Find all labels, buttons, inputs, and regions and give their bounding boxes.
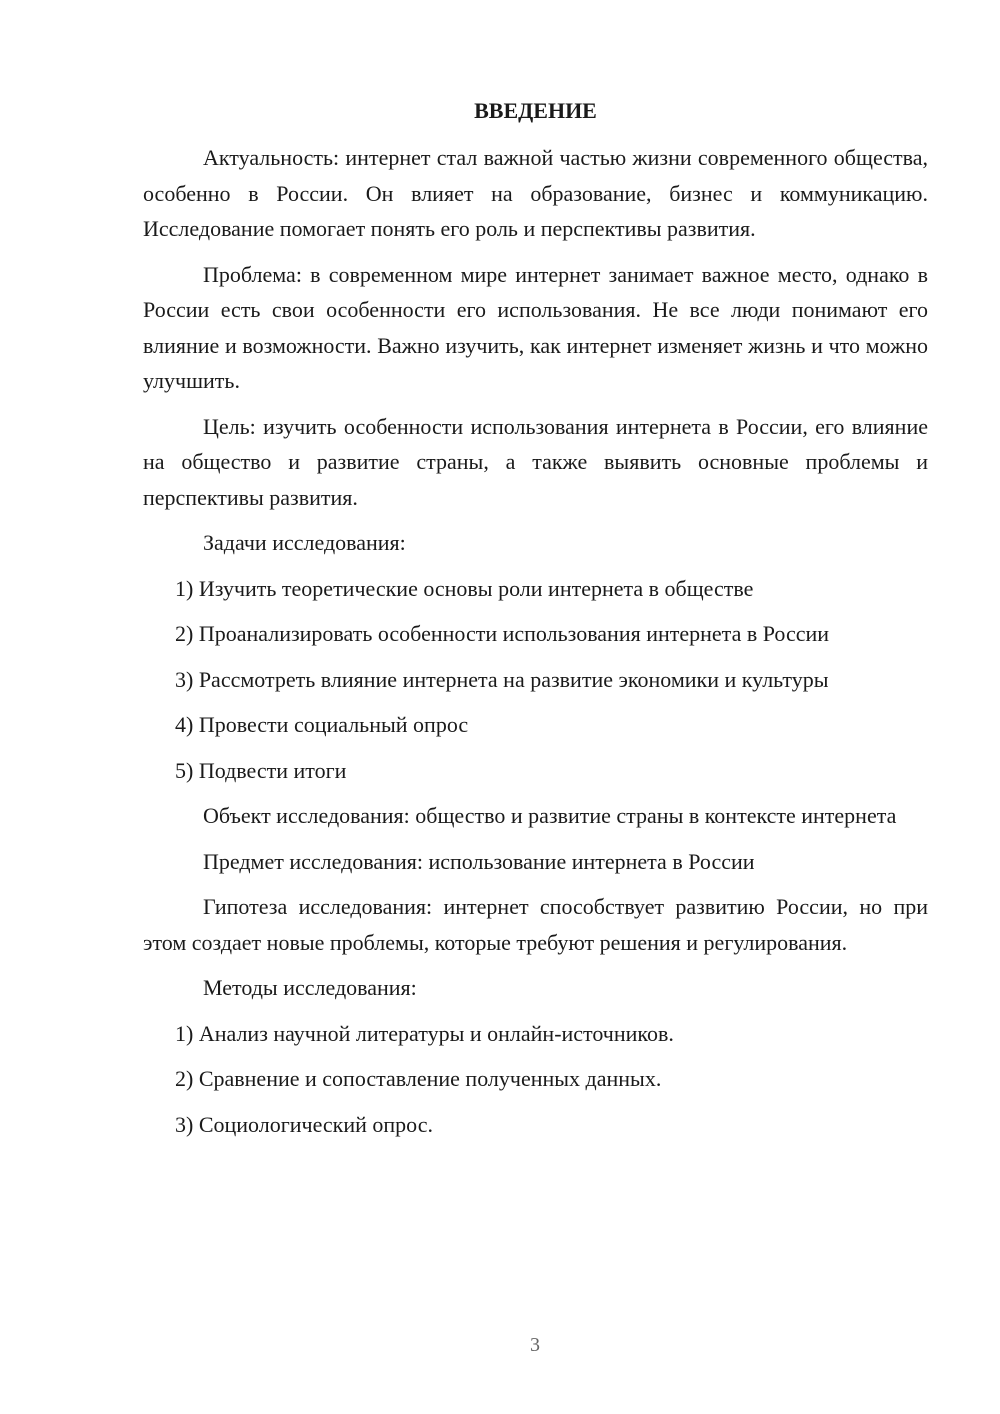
list-item: 3) Социологический опрос. [175, 1111, 433, 1137]
problem-paragraph: Проблема: в современном мире интернет занимает важное место, однако в России есть свои особенности его использования. Не все люди понимают его влияние и возможности. Важно изучить, как интернет изменяет жизнь и что можно улучшить. [143, 261, 928, 393]
document-page [143, 93, 928, 1152]
document-title: ВВЕДЕНИЕ [474, 98, 597, 123]
goal-paragraph: Цель: изучить особенности использования интернета в России, его влияние на общество и развитие страны, а также выявить основные проблемы и перспективы развития. [143, 413, 928, 510]
list-item: 1) Изучить теоретические основы роли интернета в обществе [175, 575, 754, 601]
list-item: 2) Сравнение и сопоставление полученных данных. [175, 1066, 662, 1091]
list-item: 5) Подвести итоги [175, 757, 347, 783]
list-item: 3) Рассмотреть влияние интернета на развитие экономики и культуры [175, 666, 829, 692]
relevance-paragraph: Актуальность: интернет стал важной частью жизни современного общества, особенно в России. Он влияет на образование, бизнес и коммуникацию. Исследование помогает понять его роль и перспективы развития. [143, 145, 928, 241]
subject-paragraph: Предмет исследования: использование интернета в России [203, 848, 755, 874]
tasks-list [143, 571, 928, 789]
list-item: 1) Анализ научной литературы и онлайн-источников. [175, 1020, 674, 1046]
list-item: 2) Проанализировать особенности использования интернета в России [175, 621, 830, 646]
methods-label: Методы исследования: [203, 975, 417, 1000]
methods-list [143, 1016, 928, 1143]
tasks-label: Задачи исследования: [203, 530, 406, 555]
page-number: 3 [530, 1334, 540, 1356]
hypothesis-paragraph: Гипотеза исследования: интернет способствует развитию России, но при этом создает новые проблемы, которые требуют решения и регулирования. [143, 894, 928, 955]
object-paragraph: Объект исследования: общество и развитие страны в контексте интернета [203, 803, 897, 828]
list-item: 4) Провести социальный опрос [175, 712, 469, 737]
